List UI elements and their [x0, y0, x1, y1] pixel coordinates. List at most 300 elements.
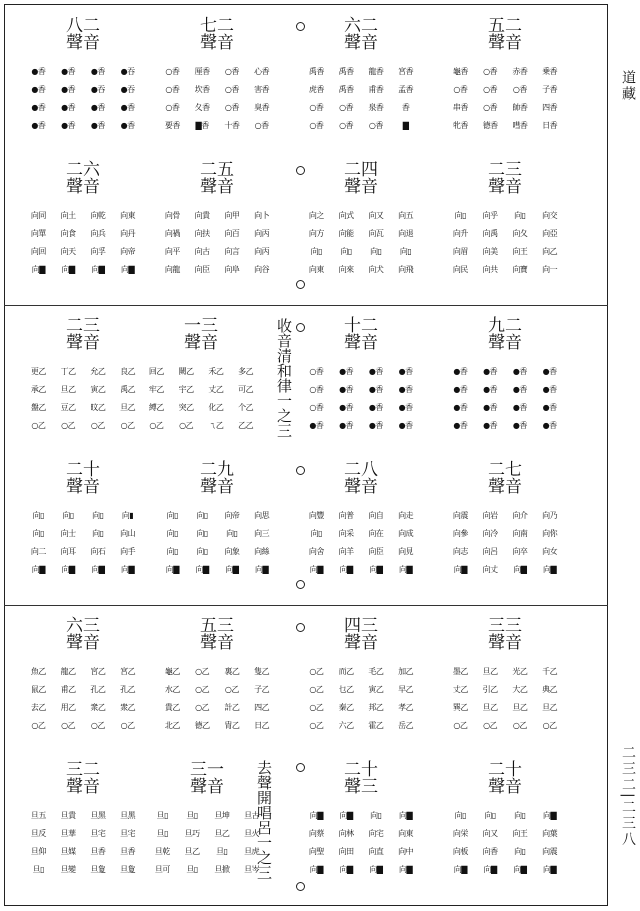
grid-cell: 向卜	[254, 211, 270, 220]
block-heading: 七二 聲音	[200, 16, 234, 53]
grid-cell: 向乙	[542, 247, 558, 256]
grid-cell: 旦巧	[184, 829, 200, 838]
grid-cell: 向見	[398, 547, 414, 556]
grid-cell: 旦香	[90, 847, 106, 856]
grid-cell: 夂香	[194, 103, 210, 112]
grid-cell: 向▇	[453, 865, 467, 874]
grid-cell: 向▯	[454, 211, 467, 220]
grid-cell: ㄟ乙	[208, 421, 224, 430]
grid-cell: 向▯	[484, 811, 496, 820]
grid-cell: ○乙	[149, 421, 164, 430]
grid-cell: 向乃	[542, 511, 558, 520]
grid-cell: 向平	[164, 247, 180, 256]
grid-cell: ▇香	[195, 121, 209, 130]
block-heading: 三三 聲音	[488, 616, 522, 653]
grid-cell: ●香	[31, 85, 46, 94]
grid-cell: 岳乙	[398, 721, 414, 730]
sound-block	[152, 162, 282, 297]
sound-block	[18, 462, 148, 597]
grid-cell: 向▇	[339, 865, 353, 874]
grid-cell: ○香	[512, 85, 527, 94]
block-heading: 一三 聲音	[184, 316, 218, 353]
grid-cell: 向之	[308, 211, 324, 220]
grid-cell: 向▇	[369, 865, 383, 874]
grid-cell: ●香	[90, 67, 105, 76]
grid-cell: 向呂	[482, 547, 498, 556]
grid-cell: 丁乙	[60, 367, 76, 376]
grid-cell: 向土	[60, 211, 76, 220]
block-grid	[24, 66, 142, 131]
sound-block	[18, 318, 148, 453]
block-heading: 二七 聲音	[488, 460, 522, 497]
grid-cell: 向▇	[121, 265, 135, 274]
grid-cell: 旦五	[30, 811, 46, 820]
vertical-title: 去聲開唱呂一之三	[255, 760, 273, 880]
grid-cell: 向▇	[31, 565, 45, 574]
grid-cell: 孟香	[398, 85, 414, 94]
grid-cell: 向手	[120, 547, 136, 556]
grid-cell: 寅乙	[368, 685, 384, 694]
grid-cell: 秦乙	[338, 703, 354, 712]
grid-cell: ○香	[453, 85, 468, 94]
block-heading: 二三 聲音	[66, 316, 100, 353]
grid-cell: 向眉	[452, 247, 468, 256]
block-grid	[446, 210, 564, 275]
sound-block	[152, 618, 282, 753]
grid-cell: ●香	[512, 403, 527, 412]
grid-cell: 个乙	[238, 403, 254, 412]
grid-cell: 向▇	[165, 565, 179, 574]
grid-cell: 向▯	[226, 529, 238, 538]
grid-cell: ○香	[368, 121, 383, 130]
grid-cell: 向寶	[512, 265, 528, 274]
grid-cell: 向王	[512, 247, 528, 256]
grid-cell: ○香	[165, 67, 180, 76]
grid-cell: ○乙	[309, 703, 324, 712]
sound-block	[296, 462, 426, 597]
grid-cell: 向同	[30, 211, 46, 220]
block-grid	[302, 210, 420, 275]
grid-cell: ●香	[31, 67, 46, 76]
grid-cell: 向禹	[482, 229, 498, 238]
grid-cell: 向▯	[196, 547, 208, 556]
grid-cell: 向▯	[166, 529, 179, 538]
grid-cell: 旦▯	[156, 829, 169, 838]
sound-block	[18, 762, 148, 897]
grid-cell: 向丈	[482, 565, 498, 574]
grid-cell: 向岩	[482, 511, 498, 520]
grid-cell: 向板	[452, 847, 468, 856]
sound-block	[296, 162, 426, 297]
grid-cell: 向東	[398, 829, 414, 838]
grid-cell: 向志	[452, 547, 468, 556]
grid-cell: ○乙	[90, 421, 105, 430]
block-grid	[158, 510, 276, 575]
grid-cell: 向林	[338, 829, 354, 838]
grid-cell: 旦反	[30, 829, 46, 838]
grid-cell: ●香	[339, 403, 354, 412]
grid-cell: ●香	[339, 421, 354, 430]
grid-cell: ○乙	[195, 685, 210, 694]
grid-cell: 千乙	[542, 667, 558, 676]
grid-cell: 向式	[338, 211, 354, 220]
grid-cell: 向▯	[92, 529, 104, 538]
grid-cell: 向回	[30, 247, 46, 256]
grid-cell: 向豐	[308, 511, 324, 520]
grid-cell: 帥香	[512, 103, 528, 112]
grid-cell: ○乙	[120, 421, 135, 430]
grid-cell: 旦夐	[120, 865, 136, 874]
grid-cell: 突乙	[178, 403, 194, 412]
grid-cell: 旦黑	[120, 811, 136, 820]
grid-cell: 向你	[542, 529, 558, 538]
grid-cell: 向骨	[164, 211, 180, 220]
grid-cell: ●香	[453, 367, 468, 376]
grid-cell: ●香	[31, 103, 46, 112]
block-grid	[446, 810, 564, 875]
block-heading: 二四 聲音	[344, 160, 378, 197]
grid-cell: 旦▯	[186, 811, 198, 820]
grid-cell: 要香	[164, 121, 180, 130]
grid-cell: 向天	[60, 247, 76, 256]
grid-cell: 向▯	[62, 511, 74, 520]
grid-cell: 赤香	[512, 67, 528, 76]
grid-cell: 向臣	[368, 547, 384, 556]
grid-cell: 向在	[368, 529, 384, 538]
grid-cell: 向卒	[512, 547, 528, 556]
grid-cell: ○乙	[195, 667, 210, 676]
grid-cell: 向亞	[542, 229, 558, 238]
block-grid	[302, 666, 420, 731]
grid-cell: ○香	[309, 403, 324, 412]
grid-cell: 虎香	[308, 85, 324, 94]
sound-block	[18, 18, 148, 153]
grid-cell: 旦虎	[244, 847, 260, 856]
sound-block	[18, 162, 148, 297]
grid-cell: ●香	[398, 367, 413, 376]
grid-cell: 旦華	[60, 829, 76, 838]
grid-cell: ○乙	[309, 721, 324, 730]
grid-cell: 向▇	[513, 565, 527, 574]
grid-cell: 旦乾	[154, 847, 170, 856]
block-heading: 六二 聲音	[344, 16, 378, 53]
grid-cell: ○香	[224, 103, 239, 112]
grid-cell: 向▇	[309, 565, 323, 574]
grid-cell: 向食	[60, 229, 76, 238]
grid-cell: 龜香	[452, 67, 468, 76]
grid-cell: 光乙	[512, 667, 528, 676]
sound-block	[296, 318, 426, 453]
grid-cell: 害香	[254, 85, 270, 94]
grid-cell: ○乙	[120, 721, 135, 730]
grid-cell: 向▇	[31, 265, 45, 274]
grid-cell: 向女	[542, 547, 558, 556]
grid-cell: 丈乙	[452, 685, 468, 694]
grid-cell: 禹香	[338, 67, 354, 76]
grid-cell: 魚乙	[30, 667, 46, 676]
block-grid	[302, 366, 420, 431]
grid-cell: 向葉	[542, 829, 558, 838]
grid-cell: 向東	[120, 211, 136, 220]
grid-cell: 向▯	[166, 547, 179, 556]
grid-cell: 向▯	[454, 811, 467, 820]
block-heading: 五二 聲音	[488, 16, 522, 53]
grid-cell: 向東	[308, 265, 324, 274]
grid-cell: 衆乙	[120, 703, 136, 712]
grid-cell: 而乙	[338, 667, 354, 676]
grid-cell: ●香	[90, 121, 105, 130]
grid-cell: 向飛	[398, 265, 414, 274]
grid-cell: ●香	[398, 385, 413, 394]
block-heading: 二九 聲音	[200, 460, 234, 497]
grid-cell: 臭香	[254, 103, 270, 112]
grid-cell: 向帝	[224, 511, 240, 520]
grid-cell: 向栄	[452, 829, 468, 838]
grid-cell: 向▯	[514, 211, 526, 220]
block-heading: 三一 聲音	[190, 760, 224, 797]
grid-cell: 宮香	[398, 67, 414, 76]
block-heading: 二十 聲音	[66, 460, 100, 497]
grid-cell: 向南	[512, 529, 528, 538]
sound-block	[440, 462, 570, 597]
grid-cell: 向龍	[164, 265, 180, 274]
grid-cell: 向臣	[194, 265, 210, 274]
grid-cell: ●香	[398, 421, 413, 430]
block-heading: 二五 聲音	[200, 160, 234, 197]
grid-cell: 向▮	[121, 511, 134, 520]
block-grid	[158, 210, 276, 275]
grid-cell: 水乙	[164, 685, 180, 694]
block-heading: 八二 聲音	[66, 16, 100, 53]
grid-cell: ○乙	[483, 721, 498, 730]
grid-cell: 孔乙	[90, 685, 106, 694]
grid-cell: ●吞	[120, 67, 135, 76]
grid-cell: 日香	[542, 121, 558, 130]
grid-cell: 旦乙	[542, 703, 558, 712]
grid-cell: 向瓦	[368, 229, 384, 238]
grid-cell: 向▇	[309, 811, 323, 820]
grid-cell: 加乙	[398, 667, 414, 676]
grid-cell: 向直	[368, 847, 384, 856]
grid-cell: 乜乙	[338, 685, 354, 694]
grid-cell: 向兵	[90, 229, 106, 238]
grid-cell: 旦古	[244, 811, 260, 820]
grid-cell: 向▇	[339, 565, 353, 574]
grid-cell: ○香	[309, 121, 324, 130]
grid-cell: 裏乙	[224, 667, 240, 676]
section-divider-1	[4, 305, 608, 306]
grid-cell: 向禍	[164, 229, 180, 238]
grid-cell: 旦▯	[186, 865, 198, 874]
grid-cell: 向▇	[513, 865, 527, 874]
grid-cell: ○乙	[542, 721, 557, 730]
grid-cell: 乙乙	[238, 421, 254, 430]
grid-cell: ●香	[61, 67, 76, 76]
grid-cell: ●吞	[90, 85, 105, 94]
grid-cell: 旦岑	[244, 865, 260, 874]
grid-cell: 允乙	[90, 367, 106, 376]
grid-cell: ○香	[254, 121, 269, 130]
grid-cell: 向▇	[61, 565, 75, 574]
grid-cell: 向帝	[120, 247, 136, 256]
grid-cell: 旼乙	[90, 403, 106, 412]
grid-cell: ●香	[90, 103, 105, 112]
grid-cell: 坎香	[194, 85, 210, 94]
grid-cell: 用乙	[60, 703, 76, 712]
grid-cell: 向▇	[399, 811, 413, 820]
grid-cell: 回乙	[148, 367, 164, 376]
grid-cell: 向美	[482, 247, 498, 256]
grid-cell: 引乙	[482, 685, 498, 694]
sound-block	[440, 318, 570, 453]
grid-cell: 德乙	[194, 721, 210, 730]
grid-cell: ●香	[542, 385, 557, 394]
grid-cell: 向▇	[543, 811, 557, 820]
block-grid	[24, 366, 142, 431]
grid-cell: ○乙	[309, 667, 324, 676]
grid-cell: 衆乙	[90, 703, 106, 712]
grid-cell: 向民	[452, 265, 468, 274]
grid-cell: 縛乙	[148, 403, 164, 412]
grid-cell: ○乙	[224, 685, 239, 694]
block-grid	[158, 666, 276, 731]
sound-block	[152, 18, 282, 153]
grid-cell: 旦▯	[32, 865, 45, 874]
grid-cell: 計乙	[224, 703, 240, 712]
grid-cell: 向來	[338, 265, 354, 274]
grid-cell: ○乙	[61, 721, 76, 730]
grid-cell: ○乙	[309, 685, 324, 694]
grid-cell: 向▇	[399, 565, 413, 574]
sound-block	[296, 618, 426, 753]
grid-cell: ●香	[368, 421, 383, 430]
grid-cell: ○香	[483, 67, 498, 76]
block-grid	[142, 366, 260, 431]
grid-cell: 向普	[338, 511, 354, 520]
sound-block	[440, 18, 570, 153]
block-heading: 四三 聲音	[344, 616, 378, 653]
page-number: 二三二|二三八	[620, 745, 636, 848]
grid-cell: ●香	[512, 367, 527, 376]
grid-cell: 向乎	[482, 211, 498, 220]
grid-cell: 向▇	[483, 865, 497, 874]
grid-cell: 向自	[368, 511, 384, 520]
grid-cell: ●香	[512, 421, 527, 430]
grid-cell: ○香	[339, 103, 354, 112]
grid-cell: 旦變	[60, 865, 76, 874]
section-divider-2	[4, 605, 608, 606]
grid-cell: ●香	[453, 385, 468, 394]
grid-cell: 禾乙	[208, 367, 224, 376]
grid-cell: 向谷	[254, 265, 270, 274]
grid-cell: ○香	[339, 121, 354, 130]
grid-cell: 邦乙	[368, 703, 384, 712]
grid-cell: 向退	[398, 229, 414, 238]
grid-cell: ●香	[309, 421, 324, 430]
block-grid	[302, 66, 420, 131]
grid-cell: ○香	[309, 103, 324, 112]
grid-cell: 向▯	[166, 511, 179, 520]
grid-cell: 向丹	[120, 229, 136, 238]
grid-cell: 旦仰	[30, 847, 46, 856]
block-grid	[148, 810, 266, 875]
grid-cell: 向二	[30, 547, 46, 556]
grid-cell: 向走	[398, 511, 414, 520]
grid-cell: 承乙	[30, 385, 46, 394]
block-grid	[24, 510, 142, 575]
grid-cell: 向扶	[194, 229, 210, 238]
grid-cell: 禹香	[308, 67, 324, 76]
grid-cell: ○香	[224, 67, 239, 76]
grid-cell: 向▇	[543, 865, 557, 874]
grid-cell: 向升	[452, 229, 468, 238]
grid-cell: 向士	[60, 529, 76, 538]
grid-cell: 向聖	[308, 847, 324, 856]
grid-cell: 旦▯	[216, 847, 228, 856]
grid-cell: 旦乙	[214, 829, 230, 838]
grid-cell: ▇	[402, 121, 409, 130]
grid-cell: ●香	[120, 103, 135, 112]
grid-cell: 向言	[224, 247, 240, 256]
grid-cell: 四香	[542, 103, 558, 112]
grid-cell: 德香	[482, 121, 498, 130]
grid-cell: 宮乙	[120, 667, 136, 676]
grid-cell: ●香	[368, 403, 383, 412]
grid-cell: ●香	[339, 385, 354, 394]
grid-cell: ○乙	[195, 703, 210, 712]
grid-cell: 典乙	[542, 685, 558, 694]
grid-cell: 向貴	[194, 211, 210, 220]
vertical-title: 收音清和律一之三	[275, 318, 293, 438]
grid-cell: ○乙	[453, 721, 468, 730]
grid-cell: 向▯	[32, 529, 45, 538]
grid-cell: 多乙	[238, 367, 254, 376]
grid-cell: 鼠乙	[30, 685, 46, 694]
grid-cell: 向宅	[368, 829, 384, 838]
grid-cell: 嘒香	[512, 121, 528, 130]
grid-cell: 向采	[338, 529, 354, 538]
grid-cell: 龜乙	[164, 667, 180, 676]
grid-cell: ●香	[61, 103, 76, 112]
grid-cell: 巽乙	[452, 703, 468, 712]
grid-cell: 向中	[398, 847, 414, 856]
grid-cell: 向單	[30, 229, 46, 238]
sound-block	[440, 162, 570, 297]
grid-cell: 旦宅	[120, 829, 136, 838]
side-title: 道藏	[620, 70, 636, 102]
grid-cell: 甫香	[368, 85, 384, 94]
grid-cell: 禹香	[338, 85, 354, 94]
grid-cell: 旦乙	[482, 667, 498, 676]
grid-cell: 旦火	[244, 829, 260, 838]
block-grid	[158, 66, 276, 131]
block-grid	[24, 810, 142, 875]
grid-cell: 牝香	[452, 121, 468, 130]
grid-cell: 寅乙	[90, 385, 106, 394]
grid-cell: 向思	[254, 511, 270, 520]
grid-cell: 向▇	[543, 565, 557, 574]
grid-cell: 向▯	[370, 811, 382, 820]
sound-block	[136, 318, 266, 453]
grid-cell: 向羊	[338, 547, 354, 556]
grid-cell: 向介	[512, 511, 528, 520]
grid-cell: ○香	[165, 85, 180, 94]
grid-cell: 向丙	[254, 247, 270, 256]
grid-cell: 牢乙	[148, 385, 164, 394]
grid-cell: ●香	[398, 403, 413, 412]
grid-cell: 向▯	[32, 511, 45, 520]
block-heading: 九二 聲音	[488, 316, 522, 353]
